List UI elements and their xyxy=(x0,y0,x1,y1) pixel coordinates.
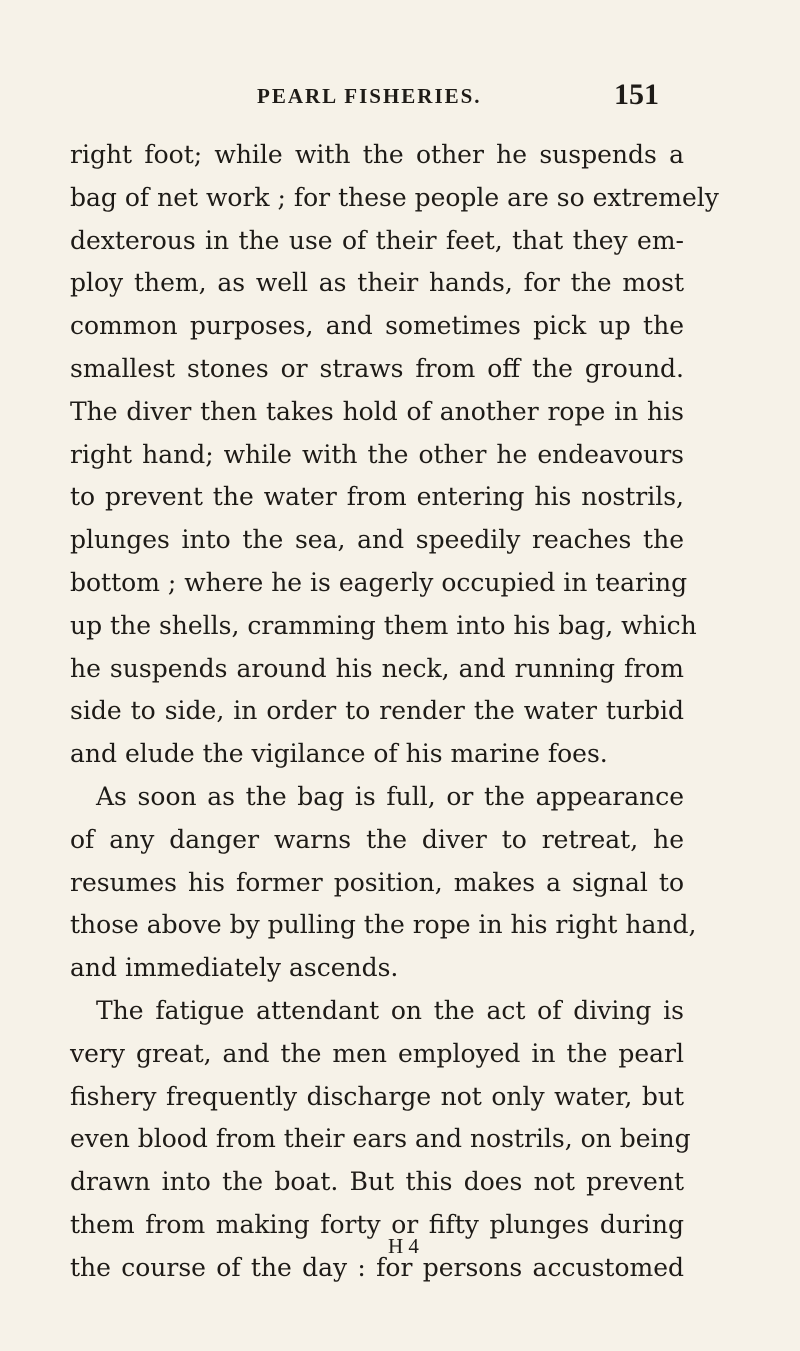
page-number: 151 xyxy=(614,78,659,111)
text-line: plunges into the sea, and speedily reaches the xyxy=(70,525,684,555)
text-line: those above by pulling the rope in his right hand, xyxy=(70,910,697,940)
text-line: ploy them, as well as their hands, for the most xyxy=(70,268,684,298)
text-line: side to side, in order to render the water turbid xyxy=(70,696,684,726)
text-line: dexterous in the use of their feet, that they em- xyxy=(70,225,684,255)
text-line: the course of the day : for persons accustomed xyxy=(70,1252,684,1282)
text-line: As soon as the bag is full, or the appearance xyxy=(96,781,684,811)
text-line: The fatigue attendant on the act of diving is xyxy=(96,995,684,1025)
running-title: PEARL FISHERIES. xyxy=(257,84,482,108)
text-line: bottom ; where he is eagerly occupied in tearing xyxy=(70,567,688,597)
text-line: very great, and the men employed in the pearl xyxy=(70,1038,684,1068)
text-line: right foot; while with the other he suspends a xyxy=(70,140,684,169)
text-line: them from making forty or fifty plunges during xyxy=(70,1209,684,1239)
text-line: of any danger warns the diver to retreat, he xyxy=(70,824,684,854)
text-line: right hand; while with the other he endeavours xyxy=(70,439,684,469)
text-line: even blood from their ears and nostrils, on being xyxy=(70,1124,691,1154)
text-line: fishery frequently discharge not only water, but xyxy=(70,1081,684,1111)
signature-mark: H 4 xyxy=(388,1234,419,1258)
text-line: he suspends around his neck, and running from xyxy=(70,653,684,683)
text-line: up the shells, cramming them into his bag, which xyxy=(70,610,697,640)
text-line: smallest stones or straws from off the ground. xyxy=(70,353,684,383)
text-line: common purposes, and sometimes pick up the xyxy=(70,311,684,341)
body-text xyxy=(70,134,719,1290)
text-line: drawn into the boat. But this does not prevent xyxy=(70,1167,684,1197)
text-line: and elude the vigilance of his marine foes. xyxy=(70,739,608,769)
running-head xyxy=(0,78,800,118)
text-line: The diver then takes hold of another rope in his xyxy=(70,396,684,426)
text-line: bag of net work ; for these people are so extremely xyxy=(70,182,719,212)
text-line: resumes his former position, makes a signal to xyxy=(70,867,684,897)
text-line: to prevent the water from entering his nostrils, xyxy=(70,482,684,512)
text-line: and immediately ascends. xyxy=(70,953,399,983)
